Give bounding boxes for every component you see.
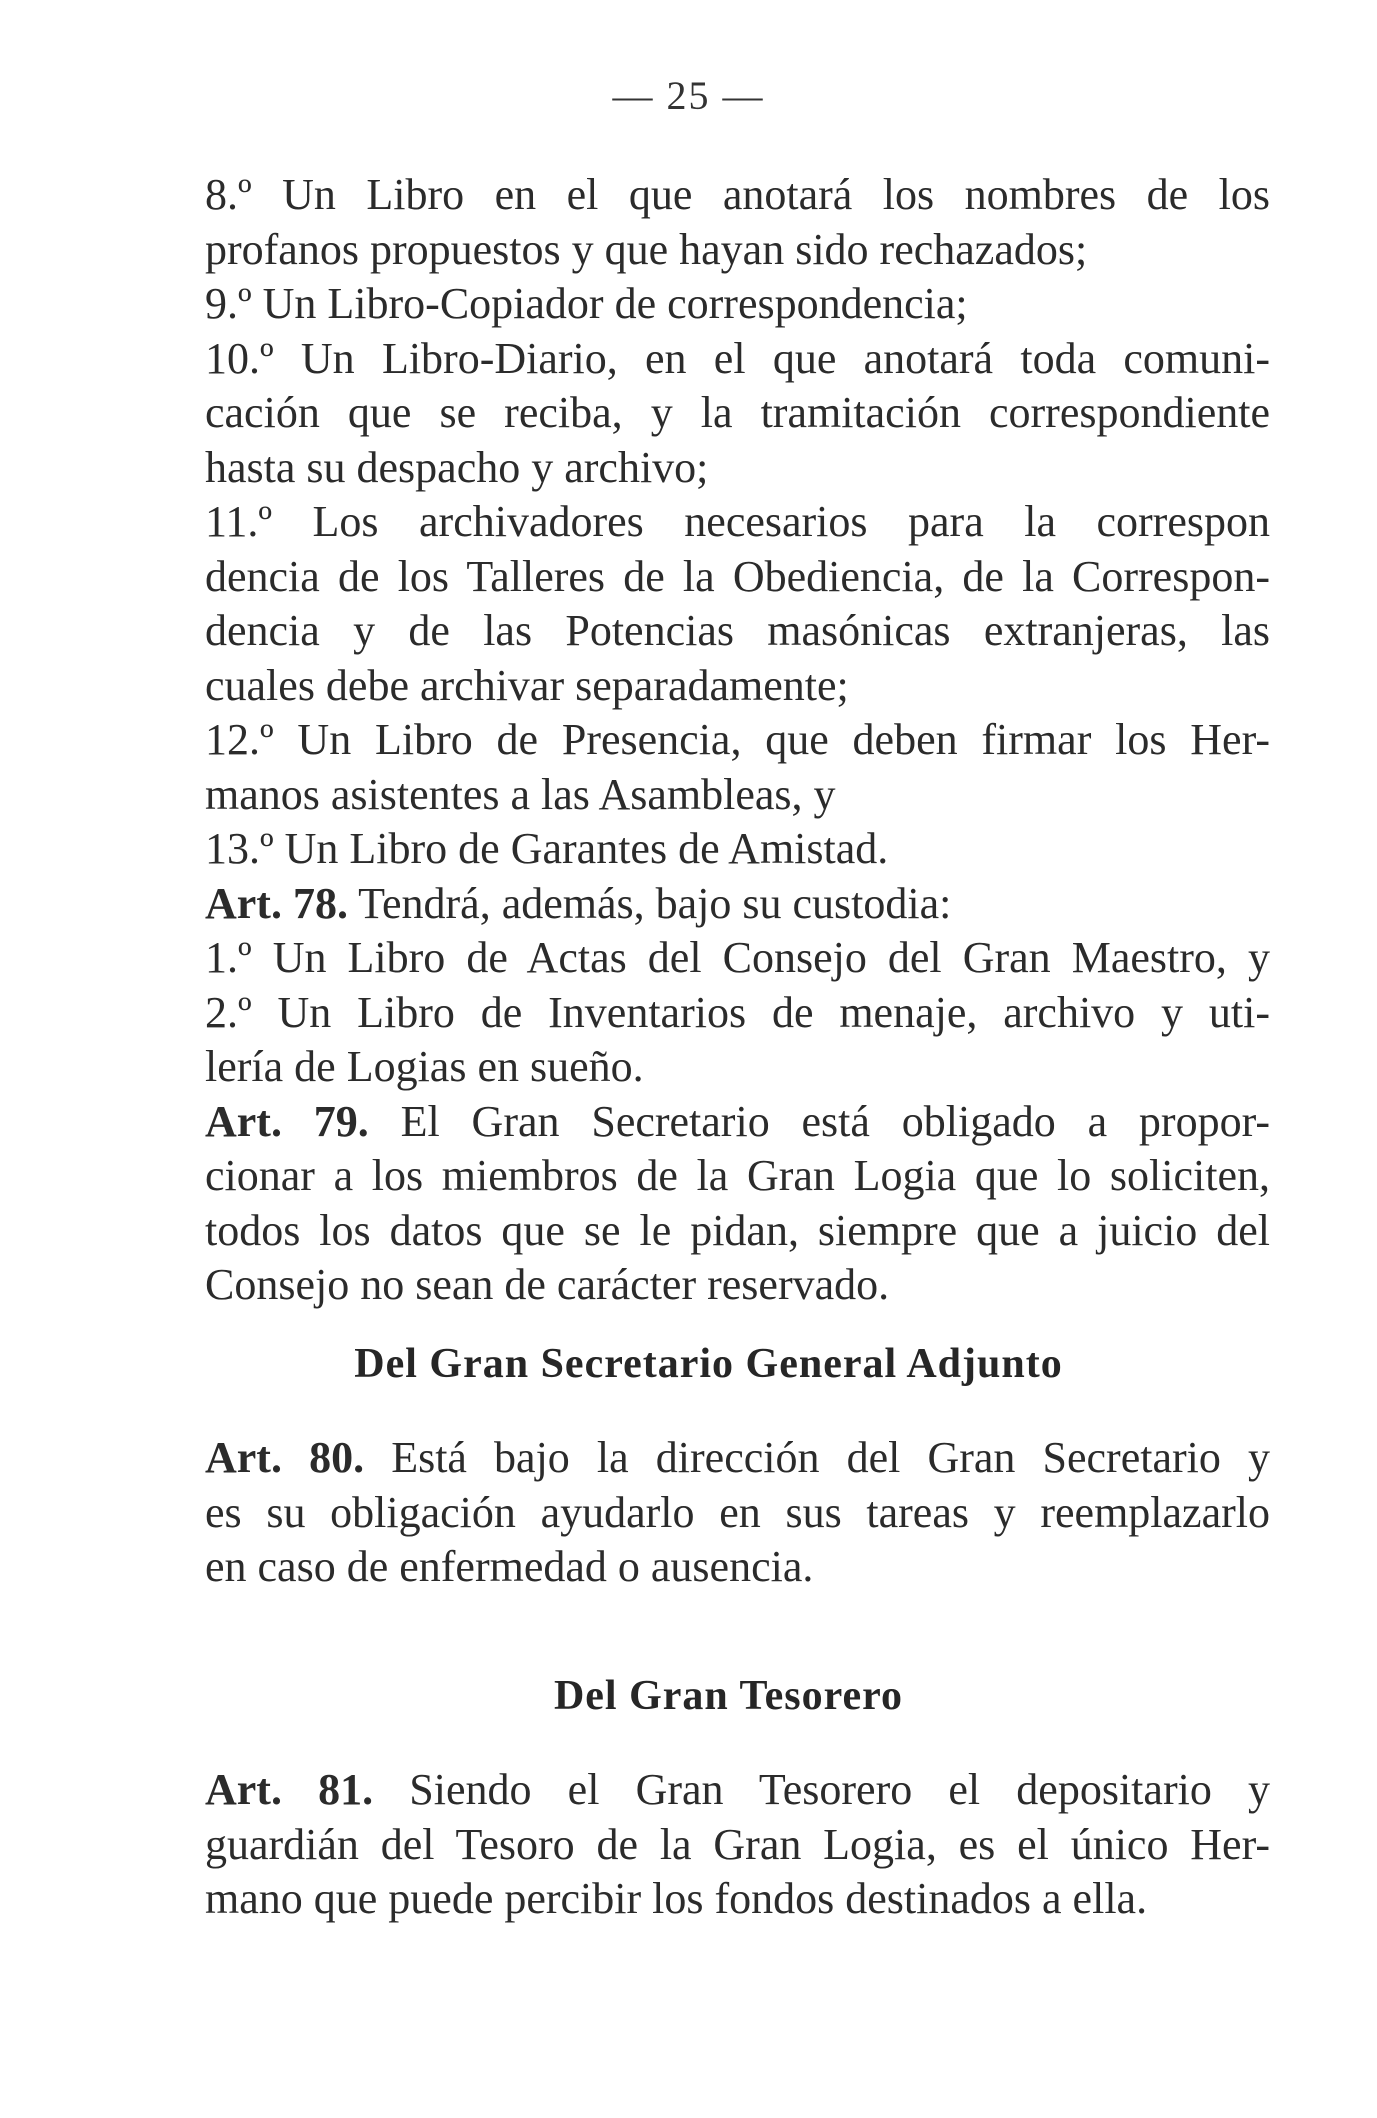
text-block-article-80 [205,1431,1270,1595]
text-line: 2.º Un Libro de Inventarios de menaje, archivo y uti- [205,987,1270,1037]
text-line: 12.º Un Libro de Presencia, que deben firmar los Her- [205,715,1270,764]
text-line: Consejo no sean de carácter reservado. [205,1260,890,1309]
text-line: hasta su despacho y archivo; [205,442,709,492]
text-line: 10.º Un Libro-Diario, en el que anotará toda comuni- [205,333,1270,383]
text-line: en caso de enfermedad o ausencia. [205,1542,814,1591]
text-line: mano que puede percibir los fondos destinados a ella. [205,1874,1148,1923]
text-line: 13.º Un Libro de Garantes de Amistad. [205,824,889,873]
article-label: Art. 80. [205,1433,365,1482]
text-block-articles-77-79 [205,168,1270,1313]
text-line: profanos propuestos y que hayan sido rechazados; [205,224,1088,274]
text-line: cuales debe archivar separadamente; [205,660,849,710]
text-line: dencia de los Talleres de la Obediencia, de la Correspon- [205,551,1270,601]
article-text: Siendo el Gran Tesorero el depositario y [373,1765,1270,1814]
text-block-article-81 [205,1763,1270,1927]
text-line: lería de Logias en sueño. [205,1042,644,1091]
text-line: cionar a los miembros de la Gran Logia que lo soliciten, [205,1151,1270,1200]
article-text: El Gran Secretario está obligado a propor- [368,1096,1270,1146]
article-label: Art. 79. [205,1096,369,1146]
text-line: todos los datos que se le pidan, siempre que a juicio del [205,1205,1270,1255]
text-line [205,1763,1270,1818]
text-line: 1.º Un Libro de Actas del Consejo del Gran Maestro, y [205,933,1270,982]
article-label: Art. 81. [205,1765,374,1814]
article-label: Art. 78. [205,878,348,928]
text-line: manos asistentes a las Asambleas, y [205,769,836,819]
text-line: 8.º Un Libro en el que anotará los nombres de los [205,170,1270,219]
text-line [205,1431,1270,1486]
section-heading-secretario-adjunto: Del Gran Secretario General Adjunto [354,1341,1063,1387]
page-number: — 25 — [612,73,765,118]
text-line: 9.º Un Libro-Copiador de correspondencia; [205,279,968,328]
text-line: 11.º Los archivadores necesarios para la correspon [205,497,1270,546]
text-line: guardián del Tesoro de la Gran Logia, es el único Her- [205,1819,1270,1869]
text-line [205,1095,1270,1150]
text-line [205,877,1270,932]
article-text: Está bajo la dirección del Gran Secretario y [364,1433,1270,1482]
text-line: es su obligación ayudarlo en sus tareas y reemplazarlo [205,1487,1270,1537]
article-text: Tendrá, además, bajo su custodia: [347,878,952,928]
section-heading-tesorero: Del Gran Tesorero [553,1673,904,1719]
text-line: cación que se reciba, y la tramitación correspondiente [205,388,1270,437]
text-line: dencia y de las Potencias masónicas extranjeras, las [205,606,1270,655]
